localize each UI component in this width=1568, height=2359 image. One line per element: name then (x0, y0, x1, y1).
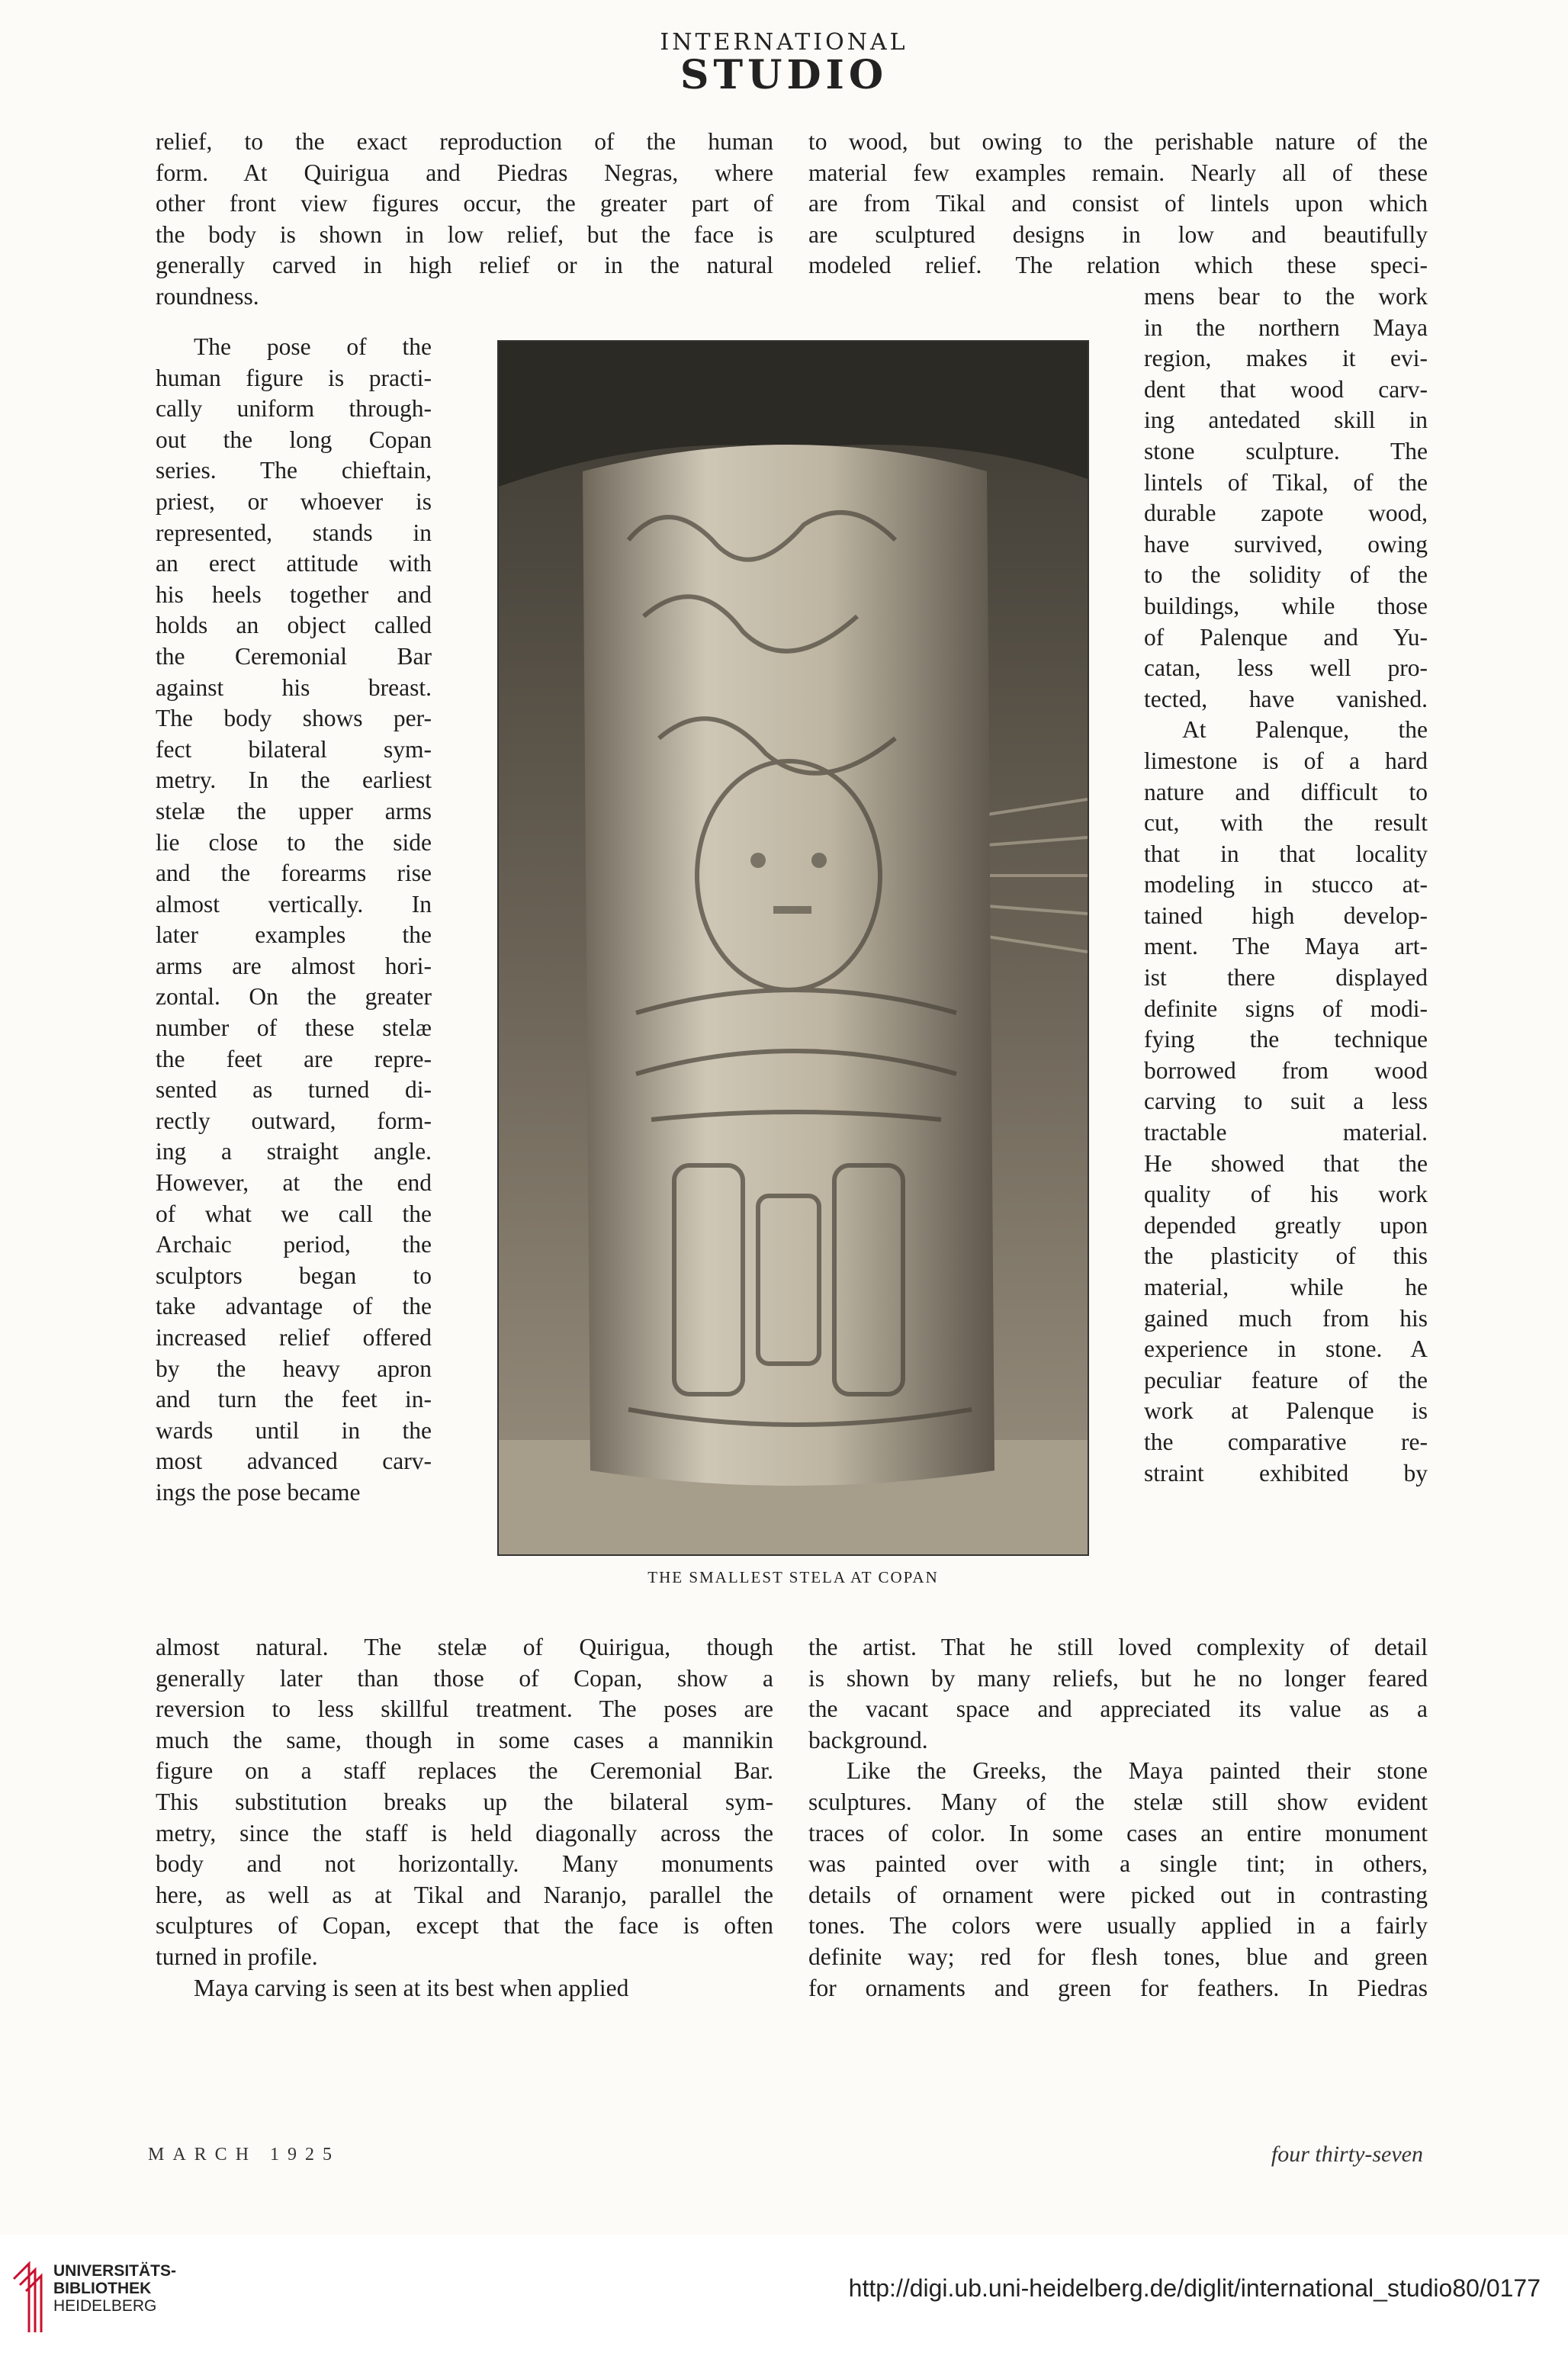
text-line: other front view figures occur, the greater part of (156, 190, 773, 217)
text-line: sculptures. Many of the stelæ still show evident (808, 1788, 1428, 1815)
library-name-line2: BIBLIOTHEK (53, 2280, 152, 2297)
text-line: metry. In the earliest (156, 767, 432, 794)
text-line: the comparative re- (1144, 1428, 1428, 1455)
text-line: priest, or whoever is (156, 487, 432, 515)
text-line: human figure is practi- (156, 364, 432, 391)
text-line: stone sculpture. The (1144, 437, 1428, 464)
text-line: roundness. (156, 282, 259, 310)
text-line: definite signs of modi- (1144, 995, 1428, 1022)
left-column-top (156, 127, 773, 313)
text-line: arms are almost hori- (156, 952, 432, 979)
text-line: Like the Greeks, the Maya painted their stone (847, 1757, 1428, 1785)
text-line: catan, less well pro- (1144, 654, 1428, 682)
text-line: metry, since the staff is held diagonally across the (156, 1819, 773, 1846)
text-line: tained high develop- (1144, 901, 1428, 929)
text-line: to wood, but owing to the perishable nature of the (808, 128, 1428, 155)
issue-date: MARCH 1925 (148, 2145, 341, 2165)
text-line: most advanced carv- (156, 1448, 432, 1475)
text-line: The pose of the (194, 333, 432, 360)
text-line: carving to suit a less (1144, 1088, 1428, 1115)
page-number: four thirty-seven (1271, 2142, 1423, 2167)
text-line: work at Palenque is (1144, 1397, 1428, 1425)
text-line: an erect attitude with (156, 550, 432, 577)
text-line: take advantage of the (156, 1293, 432, 1320)
text-line: Maya carving is seen at its best when applied (194, 1974, 629, 2001)
right-column-bottom (808, 1632, 1428, 2004)
text-line: At Palenque, the (1182, 716, 1428, 744)
text-line: borrowed from wood (1144, 1056, 1428, 1084)
text-line: out the long Copan (156, 426, 432, 453)
text-line: wards until in the (156, 1416, 432, 1444)
text-line: generally later than those of Copan, show a (156, 1664, 773, 1692)
text-line: cut, with the result (1144, 809, 1428, 837)
text-line: tractable material. (1144, 1119, 1428, 1146)
stela-photograph (497, 340, 1089, 1556)
text-line: is shown by many reliefs, but he no longer feared (808, 1664, 1428, 1692)
text-line: increased relief offered (156, 1324, 432, 1351)
text-line: have survived, owing (1144, 530, 1428, 558)
text-line: material, while he (1144, 1274, 1428, 1300)
masthead-title: STUDIO (680, 52, 888, 98)
left-column-narrow (156, 332, 432, 1509)
text-line: details of ornament were picked out in contrasting (808, 1881, 1428, 1908)
text-line: the artist. That he still loved complexity of detail (808, 1634, 1428, 1660)
text-line: lintels of Tikal, of the (1144, 468, 1428, 496)
left-column-bottom (156, 1632, 773, 2004)
text-line: peculiar feature of the (1144, 1366, 1428, 1393)
text-line: definite way; red for flesh tones, blue and green (808, 1943, 1428, 1970)
text-line: form. At Quirigua and Piedras Negras, where (156, 159, 773, 186)
text-line: region, makes it evi- (1144, 345, 1428, 372)
text-line: almost natural. The stelæ of Quirigua, though (156, 1634, 773, 1660)
library-name (53, 2262, 176, 2315)
text-line: the vacant space and appreciated its value as a (808, 1695, 1428, 1723)
text-line: straint exhibited by (1144, 1459, 1428, 1486)
text-line: ment. The Maya art- (1144, 933, 1428, 960)
text-line: later examples the (156, 921, 432, 949)
text-line: body and not horizontally. Many monuments (156, 1850, 773, 1878)
right-column-narrow (1144, 281, 1428, 1489)
text-line: ing antedated skill in (1144, 407, 1428, 434)
text-line: are sculptured designs in low and beautifully (808, 220, 1428, 248)
text-line: modeled relief. The relation which these speci- (808, 252, 1428, 279)
text-line: sented as turned di- (156, 1076, 432, 1104)
text-line: of what we call the (156, 1200, 432, 1227)
text-line: holds an object called (156, 612, 432, 639)
library-name-line3: HEIDELBERG (53, 2297, 157, 2315)
text-line: relief, to the exact reproduction of the human (156, 128, 773, 155)
text-line: mens bear to the work (1144, 283, 1428, 310)
text-line: Archaic period, the (156, 1231, 432, 1258)
text-line: turned in profile. (156, 1943, 318, 1970)
text-line: for ornaments and green for feathers. In Piedras (808, 1974, 1428, 2001)
text-line: number of these stelæ (156, 1014, 432, 1042)
photo-caption: THE SMALLEST STELA AT COPAN (647, 1568, 939, 1586)
text-line: and the forearms rise (156, 860, 432, 887)
text-line: to the solidity of the (1144, 561, 1428, 589)
text-line: fying the technique (1144, 1026, 1428, 1053)
text-line: the feet are repre- (156, 1045, 432, 1072)
text-line: nature and difficult to (1144, 778, 1428, 805)
text-line: the body is shown in low relief, but the face is (156, 220, 773, 248)
text-line: sculptures of Copan, except that the face is often (156, 1912, 773, 1940)
stela-image-illustration (499, 342, 1088, 1554)
text-line: material few examples remain. Nearly all of these (808, 159, 1428, 186)
text-line: ings the pose became (156, 1478, 361, 1506)
text-line: background. (808, 1726, 928, 1753)
text-line: by the heavy apron (156, 1355, 432, 1382)
text-line: series. The chieftain, (156, 457, 432, 484)
text-line: of Palenque and Yu- (1144, 623, 1428, 651)
text-line: reversion to less skillful treatment. The poses are (156, 1695, 773, 1723)
library-name-line1: UNIVERSITÄTS- (53, 2262, 177, 2280)
text-line: much the same, though in some cases a mannikin (156, 1726, 773, 1753)
text-line: quality of his work (1144, 1181, 1428, 1208)
text-line: durable zapote wood, (1144, 500, 1428, 527)
text-line: dent that wood carv- (1144, 375, 1428, 403)
text-line: rectly outward, form- (156, 1107, 432, 1134)
text-line: lie close to the side (156, 828, 432, 856)
text-line: ist there displayed (1144, 964, 1428, 991)
text-line: are from Tikal and consist of lintels upon which (808, 190, 1428, 217)
text-line: gained much from his (1144, 1304, 1428, 1332)
text-line: tected, have vanished. (1144, 685, 1428, 712)
text-line: zontal. On the greater (156, 983, 432, 1011)
right-column-top (808, 127, 1428, 281)
text-line: fect bilateral sym- (156, 735, 432, 763)
text-line: his heels together and (156, 580, 432, 608)
text-line: However, at the end (156, 1169, 432, 1197)
text-line: He showed that the (1144, 1149, 1428, 1177)
text-line: cally uniform through- (156, 395, 432, 423)
text-line: represented, stands in (156, 519, 432, 546)
text-line: against his breast. (156, 673, 432, 701)
text-line: and turn the feet in- (156, 1386, 432, 1413)
text-line: limestone is of a hard (1144, 747, 1428, 774)
text-line: depended greatly upon (1144, 1211, 1428, 1239)
text-line: almost vertically. In (156, 890, 432, 918)
masthead-line1: INTERNATIONAL (660, 29, 908, 56)
text-line: here, as well as at Tikal and Naranjo, parallel the (156, 1881, 773, 1908)
text-line: stelæ the upper arms (156, 797, 432, 824)
text-line: sculptors began to (156, 1261, 432, 1289)
text-line: The body shows per- (156, 705, 432, 732)
text-line: in the northern Maya (1144, 313, 1428, 341)
library-logo-icon (11, 2248, 44, 2340)
text-line: figure on a staff replaces the Ceremonial Bar. (156, 1757, 773, 1785)
text-line: tones. The colors were usually applied in a fairly (808, 1912, 1428, 1940)
text-line: modeling in stucco at- (1144, 871, 1428, 898)
text-line: This substitution breaks up the bilateral sym- (156, 1788, 773, 1815)
text-line: traces of color. In some cases an entire monument (808, 1819, 1428, 1846)
text-line: buildings, while those (1144, 592, 1428, 619)
text-line: generally carved in high relief or in the natural (156, 252, 773, 279)
text-line: ing a straight angle. (156, 1138, 432, 1165)
text-line: that in that locality (1144, 840, 1428, 867)
source-url-link[interactable]: http://digi.ub.uni-heidelberg.de/diglit/international_studio80/0177 (848, 2274, 1541, 2302)
text-line: experience in stone. A (1144, 1335, 1428, 1363)
text-line: the Ceremonial Bar (156, 642, 432, 670)
text-line: was painted over with a single tint; in others, (808, 1850, 1428, 1878)
text-line: the plasticity of this (1144, 1242, 1428, 1270)
